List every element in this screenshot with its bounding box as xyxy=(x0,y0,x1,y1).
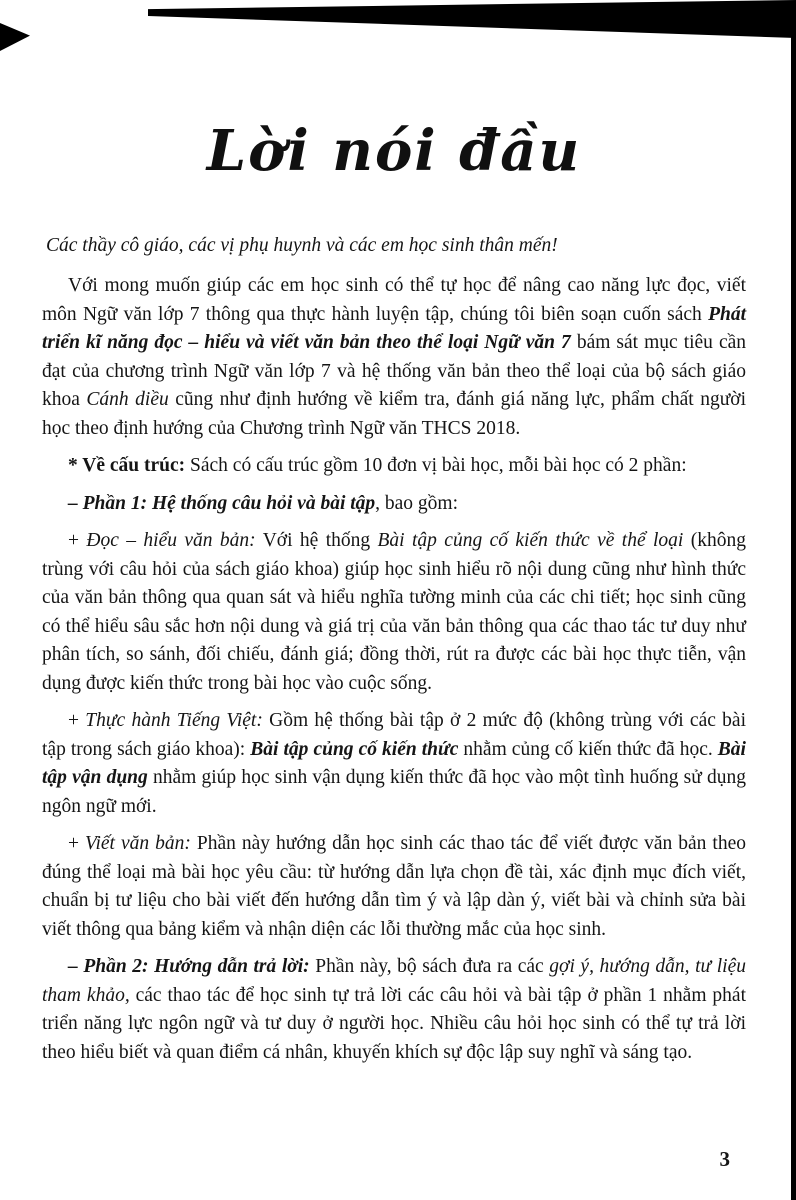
paragraph-viet-van-ban: + Viết văn bản: Phần này hướng dẫn học sinh các thao tác để viết được văn bản theo đúng thể loại mà bài học yêu cầu: từ hướng dẫn lựa chọn đề tài, xác định mục đích viết, chuẩn bị tư liệu cho bài viết đến hướng dẫn tìm ý và lập dàn ý, viết bài và chỉnh sửa bài viết thông qua bảng kiểm và nhận diện các lỗi thường mắc của học sinh. xyxy=(42,833,747,940)
page-content xyxy=(42,0,746,1076)
paragraph-part2: – Phần 2: Hướng dẫn trả lời: Phần này, bộ sách đưa ra các gợi ý, hướng dẫn, tư liệu tham khảo, các thao tác để học sinh tự trả lời các câu hỏi và bài tập ở phần 1 nhằm phát triển năng lực ngôn ngữ và tư duy ở người học. Nhiều câu hỏi học sinh có thể tự trả lời theo hiểu biết và quan điểm cá nhân, khuyến khích sự độc lập suy nghĩ và sáng tạo. xyxy=(42,956,746,1063)
page-number: 3 xyxy=(719,1147,730,1171)
paragraph-part1: – Phần 1: Hệ thống câu hỏi và bài tập, bao gồm: xyxy=(68,492,459,514)
paragraph-doc-hieu: + Đọc – hiểu văn bản: Với hệ thống Bài tập củng cố kiến thức về thể loại (không trùng với câu hỏi của sách giáo khoa) giúp học sinh hiểu rõ nội dung cũng như hình thức của văn bản thông qua quan sát và hiểu nghĩa tường minh của các chi tiết; học sinh cũng có thể hiểu sâu sắc hơn nội dung và giá trị của văn bản thông qua các thao tác tư duy như phân tích, so sánh, đối chiếu, đánh giá; đồng thời, rút ra được các bài học thực tiễn, vận dụng được kiến thức trong bài học vào cuộc sống. xyxy=(42,530,746,694)
paragraph-structure: * Về cấu trúc: Sách có cấu trúc gồm 10 đơn vị bài học, mỗi bài học có 2 phần: xyxy=(68,455,687,476)
scan-artifact-right-edge xyxy=(791,28,796,1200)
paragraph-intro: Với mong muốn giúp các em học sinh có thể tự học để nâng cao năng lực đọc, viết môn Ngữ văn lớp 7 thông qua thực hành luyện tập, chúng tôi biên soạn cuốn sách Phát triển kĩ năng đọc – hiểu và viết văn bản theo thể loại Ngữ văn 7 bám sát mục tiêu cần đạt của chương trình Ngữ văn lớp 7 và hệ thống văn bản theo thể loại của bộ sách giáo khoa Cánh diều cũng như định hướng về kiểm tra, đánh giá năng lực, phẩm chất người học theo định hướng của Chương trình Ngữ văn THCS 2018. xyxy=(42,275,747,439)
paragraph-thuc-hanh-tieng-viet: + Thực hành Tiếng Việt: Gồm hệ thống bài tập ở 2 mức độ (không trùng với các bài tập trong sách giáo khoa): Bài tập củng cố kiến thức nhằm củng cố kiến thức đã học. Bài tập vận dụng nhằm giúp học sinh vận dụng kiến thức đã học vào một tình huống sử dụng ngôn ngữ mới. xyxy=(42,710,746,817)
page-title: Lời nói đầu xyxy=(206,118,582,184)
scan-artifact-left-corner xyxy=(0,23,30,51)
greeting-line: Các thầy cô giáo, các vị phụ huynh và các em học sinh thân mến! xyxy=(46,235,558,256)
